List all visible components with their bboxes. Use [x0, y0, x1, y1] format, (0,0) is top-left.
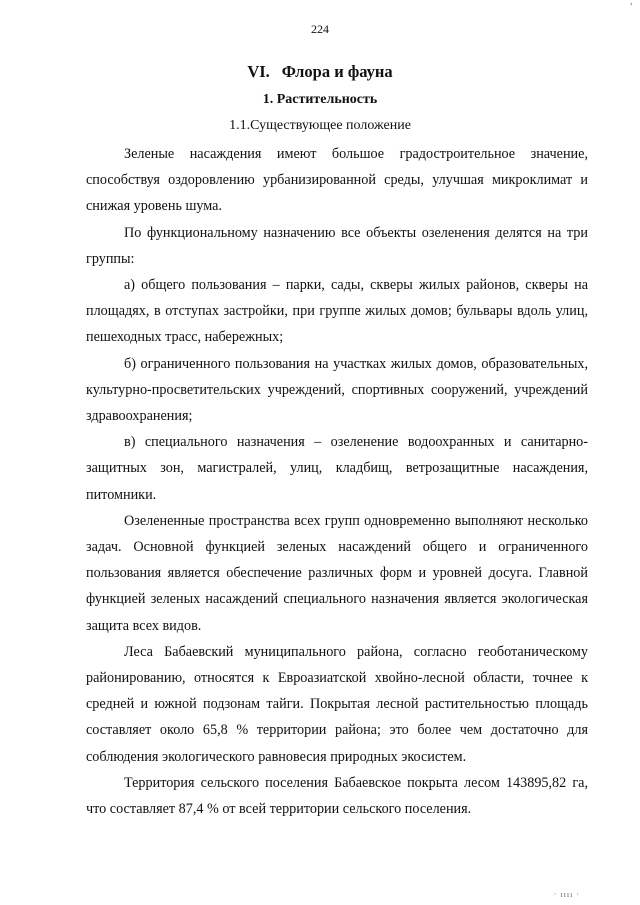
paragraph: Леса Бабаевский муниципального района, согласно геоботаническому районированию, относятся к Евроазиатской хвойно-лесной области, точнее к средней и южной подзонам тайги. Покрытая лесной растительностью площадь составляет около 65,8 % территории района; это более чем достаточно для соблюдения экологического равновесия природных экосистем. — [86, 643, 588, 765]
scan-corner-mark: ' — [630, 2, 632, 13]
paragraph: Зеленые насаждения имеют большое градостроительное значение, способствуя оздоровлению урбанизированной среды, улучшая микроклимат и снижая уровень шума. — [86, 146, 588, 215]
page-number: 224 — [311, 22, 329, 36]
section-number: VI. — [247, 62, 270, 81]
paragraph: в) специального назначения – озеленение водоохранных и санитарно-защитных зон, магистралей, улиц, кладбищ, ветрозащитные насаждения, питомники. — [86, 434, 588, 503]
paragraph: а) общего пользования – парки, сады, скверы жилых районов, скверы на площадях, в отступах застройки, при группе жилых домов; бульвары вдоль улиц, пешеходных трасс, набережных; — [86, 277, 588, 346]
section-heading — [0, 62, 640, 82]
body-text — [86, 141, 588, 822]
paragraph: б) ограниченного пользования на участках жилых домов, образовательных, культурно-просветительских учреждений, спортивных сооружений, учреждений здравоохранения; — [86, 355, 588, 425]
section-title: Флора и фауна — [281, 62, 393, 81]
subsection-heading: 1. Растительность — [262, 92, 378, 107]
paragraph: Территория сельского поселения Бабаевское покрыта лесом 143895,82 га, что составляет 87,4 % от всей территории сельского поселения. — [86, 774, 588, 818]
paragraph: Озелененные пространства всех групп одновременно выполняют несколько задач. Основной функцией зеленых насаждений общего и ограниченного пользования является обеспечение различных форм и уровней досуга. Главной функцией зеленых насаждений специального назначения является экологическая защита всех видов. — [86, 512, 588, 634]
subsubsection-heading: 1.1.Существующее положение — [229, 118, 411, 133]
scan-footer-mark: · ıııı · — [553, 890, 580, 899]
paragraph: По функциональному назначению все объекты озеленения делятся на три группы: — [86, 224, 588, 267]
